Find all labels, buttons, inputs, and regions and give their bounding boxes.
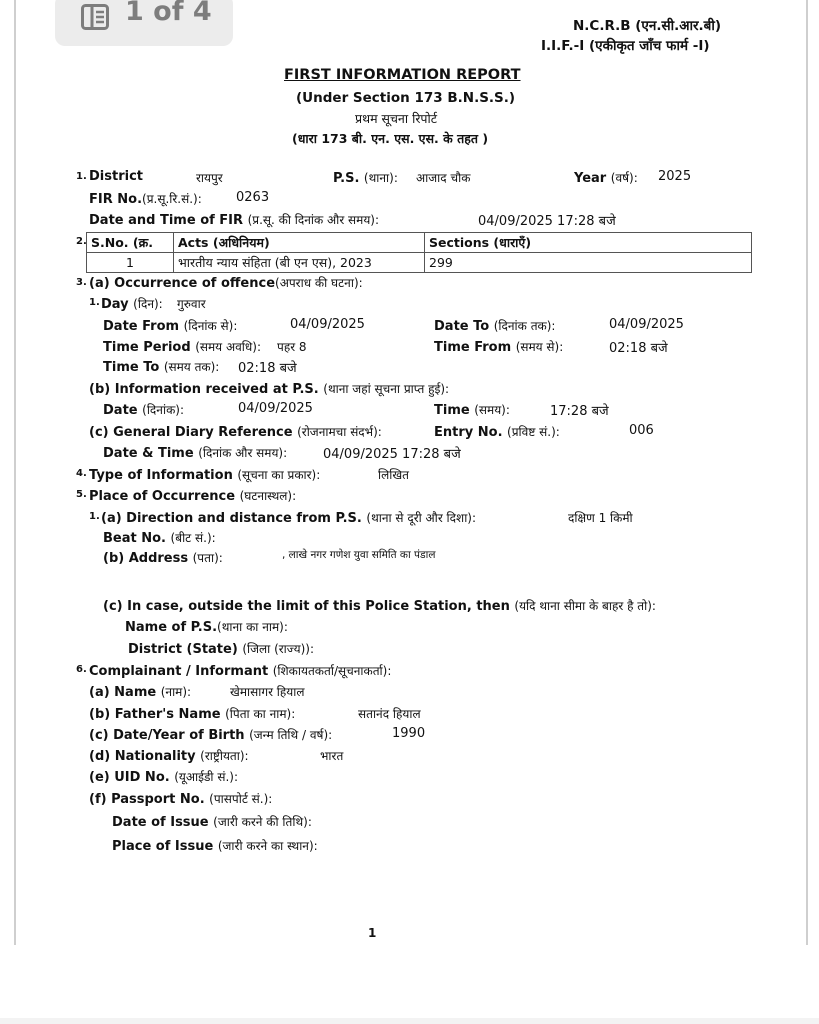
table-cell: 299: [425, 253, 752, 273]
direction-label: (a) Direction and distance from P.S. (थाना से दूरी और दिशा):: [101, 511, 477, 526]
father-name-value: सतानंद हियाल: [358, 707, 421, 721]
day-label: Day (दिन):: [101, 297, 163, 312]
time-to-label: Time To (समय तक):: [103, 360, 220, 375]
book-pages-icon: [81, 4, 109, 30]
section-number: 5.: [76, 489, 87, 500]
table-cell: भारतीय न्याय संहिता (बी एन एस), 2023: [174, 253, 425, 273]
entry-no-value: 006: [629, 423, 654, 438]
page-indicator-label: 1 of 4: [125, 0, 212, 27]
section-number: 2.: [76, 236, 87, 247]
section-number: 6.: [76, 664, 87, 675]
time-to-value: 02:18 बजे: [238, 361, 297, 376]
name-value: खेमासागर हियाल: [230, 685, 305, 699]
table-header-cell: S.No. (क्र.: [87, 233, 174, 253]
section-number: 3.: [76, 277, 87, 288]
dob-label: (c) Date/Year of Birth (जन्म तिथि / वर्ष):: [89, 728, 333, 743]
ps-name-label: Name of P.S.(थाना का नाम):: [125, 620, 288, 635]
time-period-value: पहर 8: [277, 340, 307, 354]
info-received-label: (b) Information received at P.S. (थाना जहां सूचना प्राप्त हुई):: [89, 382, 450, 397]
issue-date-label: Date of Issue (जारी करने की तिथि):: [112, 815, 312, 830]
nationality-value: भारत: [320, 749, 344, 763]
ncrb-label: N.C.R.B (एन.सी.आर.बी): [573, 18, 722, 34]
entry-no-label: Entry No. (प्रविष्ट सं.):: [434, 425, 560, 440]
acts-table: [86, 232, 752, 273]
sub-number: 1.: [89, 511, 100, 522]
date-from-label: Date From (दिनांक से):: [103, 319, 238, 334]
gd-datetime-value: 04/09/2025 17:28 बजे: [323, 447, 461, 462]
under-section-hindi: (धारा 173 बी. एन. एस. एस. के तहत ): [292, 131, 489, 146]
district-value: रायपुर: [196, 171, 223, 185]
district-label: District: [89, 169, 143, 184]
dob-value: 1990: [392, 726, 426, 741]
report-title-hindi: प्रथम सूचना रिपोर्ट: [355, 111, 438, 126]
gd-datetime-label: Date & Time (दिनांक और समय):: [103, 446, 288, 461]
issue-place-label: Place of Issue (जारी करने का स्थान):: [112, 839, 318, 854]
received-date-label: Date (दिनांक):: [103, 403, 185, 418]
gd-reference-label: (c) General Diary Reference (रोजनामचा संदर्भ):: [89, 425, 382, 440]
received-date-value: 04/09/2025: [238, 401, 313, 416]
nationality-label: (d) Nationality (राष्ट्रीयता):: [89, 749, 249, 764]
complainant-label: Complainant / Informant (शिकायतकर्ता/सूचनाकर्ता):: [89, 664, 392, 679]
day-value: गुरुवार: [177, 297, 206, 311]
received-time-value: 17:28 बजे: [550, 404, 609, 419]
report-title: FIRST INFORMATION REPORT: [284, 67, 521, 83]
year-label: Year (वर्ष):: [574, 171, 638, 186]
address-label: (b) Address (पता):: [103, 551, 223, 566]
outside-limit-label: (c) In case, outside the limit of this Police Station, then (यदि थाना सीमा के बाहर है तो):: [103, 599, 656, 614]
iif-label: I.I.F.-I (एकीकृत जाँच फार्म -I): [541, 38, 710, 54]
received-time-label: Time (समय):: [434, 403, 510, 418]
time-from-label: Time From (समय से):: [434, 340, 564, 355]
direction-value: दक्षिण 1 किमी: [568, 511, 633, 525]
ps-label: P.S. (थाना):: [333, 171, 398, 186]
info-type-value: लिखित: [378, 468, 410, 482]
sub-number: 1.: [89, 297, 100, 308]
name-label: (a) Name (नाम):: [89, 685, 192, 700]
info-type-label: Type of Information (सूचना का प्रकार):: [89, 468, 321, 483]
fir-datetime-label: Date and Time of FIR (प्र.सू. की दिनांक और समय):: [89, 213, 380, 228]
beat-no-label: Beat No. (बीट सं.):: [103, 531, 216, 546]
date-to-value: 04/09/2025: [609, 317, 684, 332]
district-state-label: District (State) (जिला (राज्य)):: [128, 642, 314, 657]
year-value: 2025: [658, 169, 692, 184]
table-header-row: [87, 233, 752, 253]
address-value: , लाखे नगर गणेश युवा समिति का पंडाल: [282, 549, 436, 561]
table-row: [87, 253, 752, 273]
fir-label: FIR No.(प्र.सू.रि.सं.):: [89, 192, 202, 207]
section-number: 1.: [76, 171, 87, 182]
ps-value: आजाद चौक: [416, 171, 471, 185]
place-label: Place of Occurrence (घटनास्थल):: [89, 489, 297, 504]
fir-datetime-value: 04/09/2025 17:28 बजे: [478, 214, 616, 229]
table-cell: 1: [87, 253, 174, 273]
time-from-value: 02:18 बजे: [609, 341, 668, 356]
section-number: 4.: [76, 468, 87, 479]
bottom-edge: [0, 1018, 819, 1024]
passport-label: (f) Passport No. (पासपोर्ट सं.):: [89, 792, 273, 807]
page-indicator[interactable]: [55, 0, 233, 46]
father-name-label: (b) Father's Name (पिता का नाम):: [89, 707, 296, 722]
table-header-cell: Sections (धाराएँ): [425, 233, 752, 253]
page-number: 1: [368, 926, 377, 940]
occurrence-label: (a) Occurrence of offence(अपराध की घटना):: [89, 276, 363, 291]
fir-value: 0263: [236, 190, 270, 205]
under-section: (Under Section 173 B.N.S.S.): [296, 90, 516, 106]
table-header-cell: Acts (अधिनियम): [174, 233, 425, 253]
date-from-value: 04/09/2025: [290, 317, 365, 332]
date-to-label: Date To (दिनांक तक):: [434, 319, 556, 334]
time-period-label: Time Period (समय अवधि):: [103, 340, 262, 355]
uid-label: (e) UID No. (यूआईडी सं.):: [89, 770, 239, 785]
